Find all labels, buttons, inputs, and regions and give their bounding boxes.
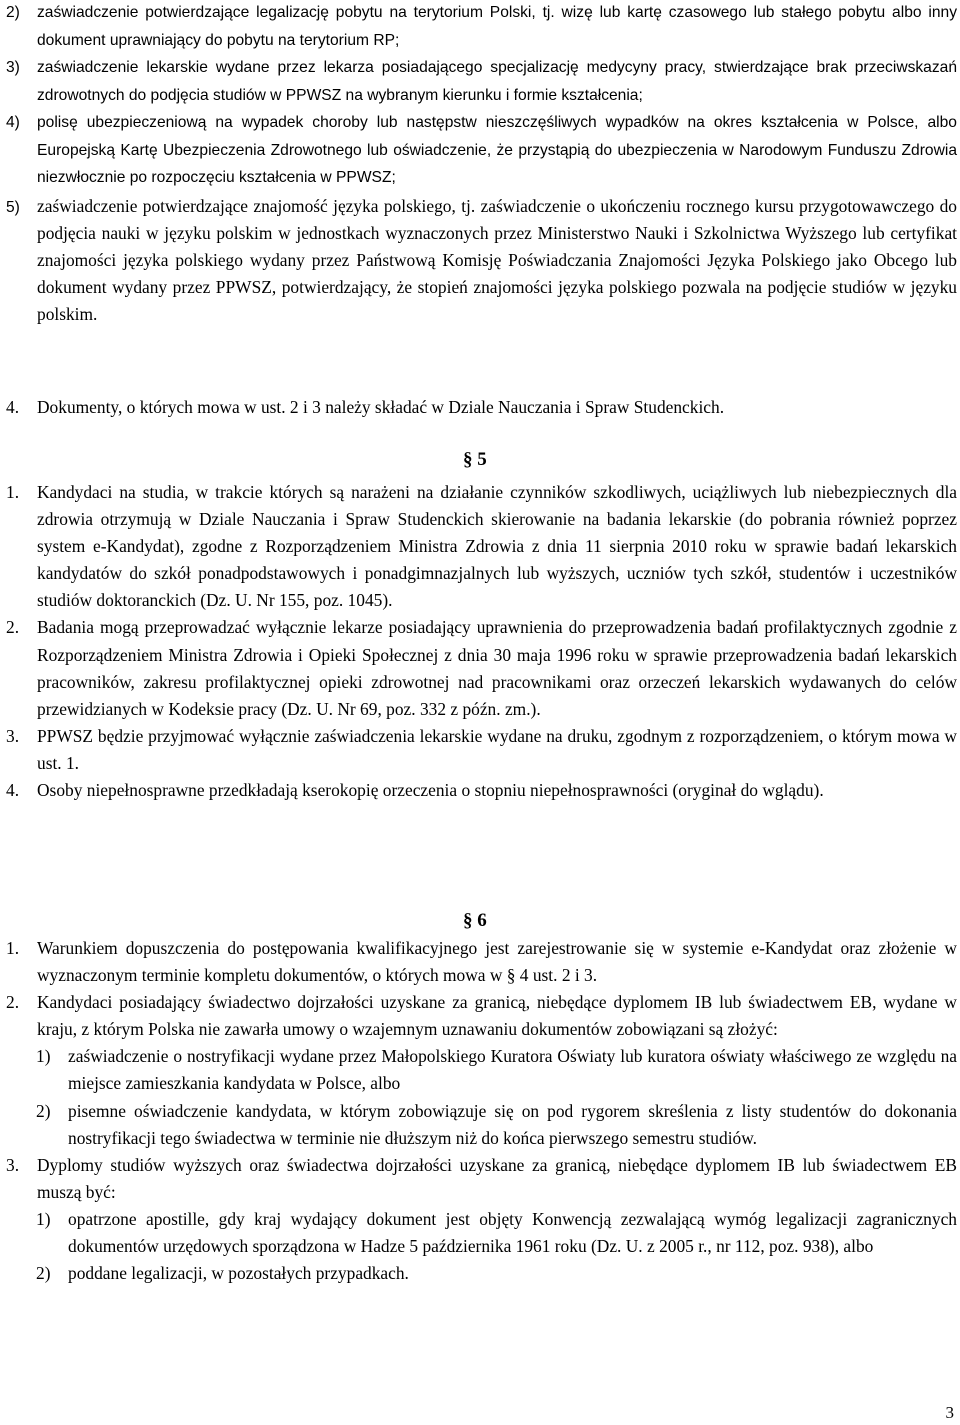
paragraph-4 [0,394,960,421]
item-number: 5) [6,198,20,216]
item-number: 2) [6,4,20,21]
list-item [0,479,960,614]
item-number: 4. [6,397,20,417]
item-text: PPWSZ będzie przyjmować wyłącznie zaświadczenia lekarskie wydane na druku, zgodnym z rozporządzeniem, o którym mowa w ust. 1. [37,725,957,773]
section-heading: § 6 [463,910,487,931]
item-text: zaświadczenie potwierdzające znajomość języka polskiego, tj. zaświadczenie o ukończeniu rocznego kursu przygotowawczego do podjęcia nauki w języku polskim w jednostkach wyznaczonych przez Ministerstwo Nauki i Szkolnictwa Wyższego lub certyfikat znajomości języka polskiego wydany przez Państwową Komisję Poświadczania Znajomości Języka Polskiego jako Obcego lub dokument wydany przez PPWSZ, potwierdzający, że stopień znajomości języka polskiego pozwala na podjęcie studiów w języku polskim. [37,195,957,324]
item-text: Osoby niepełnosprawne przedkładają kserokopię orzeczenia o stopniu niepełnosprawności (oryginał do wglądu). [37,780,824,801]
page-number: 3 [945,1403,954,1422]
item-number: 2) [36,1100,51,1121]
item-text: pisemne oświadczenie kandydata, w którym zobowiązuje się on pod rygorem skreślenia z listy studentów do dokonania nostryfikacji tego świadectwa w terminie nie dłuższym niż do końca pierwszego semestru studiów. [68,1100,957,1148]
list-item [0,777,960,804]
list-item [0,1206,960,1260]
list-item [0,935,960,989]
item-number: 3. [6,725,20,746]
list-item [0,394,960,421]
item-text: Badania mogą przeprowadzać wyłącznie lekarze posiadający uprawnienia do przeprowadzenia badań profilaktycznych zgodnie z Rozporządzeniem Ministra Zdrowia i Opieki Społecznej z dnia 30 maja 1996 roku w sprawie przeprowadzenia badań lekarskich pracowników, zakresu profilaktycznej opieki zdrowotnej nad pracownikami oraz orzeczeń lekarskich wydawanych do celów przewidzianych w Kodeksie pracy (Dz. U. Nr 69, poz. 332 z późn. zm.). [37,617,957,719]
item-text: opatrzone apostille, gdy kraj wydający dokument jest objęty Konwencją zezwalającą wymóg legalizacji zagranicznych dokumentów urzędowych sporządzona w Hadze 5 października 1961 roku (Dz. U. z 2005 r., nr 112, poz. 938), albo [68,1208,957,1257]
list-item [0,1043,960,1097]
section-6-list [0,935,960,1287]
item-text: Kandydaci na studia, w trakcie których są narażeni na działanie czynników szkodliwych, uciążliwych lub niebezpiecznych dla zdrowia otrzymują w Dziale Nauczania i Spraw Studenckich skierowanie na badania lekarskie (do pobrania również poprzez system e-Kandydat), zgodne z Rozporządzeniem Ministra Zdrowia z dnia 11 sierpnia 2010 roku w sprawie badań lekarskich kandydatów do szkół ponadpodstawowych i ponadgimnazjalnych lub wyższych, uczniów tych szkół, studentów i uczestników studiów doktoranckich (Dz. U. Nr 155, poz. 1045). [37,482,957,611]
item-number: 4. [6,780,20,801]
section-heading: § 5 [463,449,487,470]
top-list [0,0,960,328]
item-number: 2) [36,1263,51,1284]
item-text: Dokumenty, o których mowa w ust. 2 i 3 należy składać w Dziale Nauczania i Spraw Studenckich. [37,397,725,417]
list-item [0,1098,960,1152]
list-item [0,1152,960,1206]
item-text: polisę ubezpieczeniową na wypadek choroby lub następstw nieszczęśliwych wypadków na okres kształcenia w Polsce, albo Europejską Kartę Ubezpieczenia Zdrowotnego lub oświadczenie, że przystąpią do ubezpieczenia w Narodowym Funduszu Zdrowia niezwłocznie po rozpoczęciu kształcenia w PPWSZ; [37,114,957,186]
list-item [0,614,960,722]
list-item [0,1260,960,1287]
list-item [0,723,960,777]
item-text: Warunkiem dopuszczenia do postępowania kwalifikacyjnego jest zarejestrowanie się w systemie e-Kandydat oraz złożenie w wyznaczonym terminie kompletu dokumentów, o których mowa w § 4 ust. 2 i 3. [37,938,957,986]
item-text: zaświadczenie o nostryfikacji wydane przez Małopolskiego Kuratora Oświaty lub kuratora oświaty właściwego ze względu na miejsce zamieszkania kandydata w Polsce, albo [68,1046,957,1094]
list-item [0,989,960,1043]
item-number: 1. [6,938,20,958]
item-number: 1) [36,1208,51,1229]
item-text: Kandydaci posiadający świadectwo dojrzałości uzyskane za granicą, niebędące dyplomem IB lub świadectwem EB, wydane w kraju, z którym Polska nie zawarła umowy o wzajemnym uznawaniu dokumentów zobowiązani są złożyć: [37,992,957,1040]
section-5-list [0,479,960,804]
list-item [0,193,960,328]
list-item [0,109,960,192]
list-item [0,0,960,54]
item-number: 4) [6,114,20,131]
item-text: Dyplomy studiów wyższych oraz świadectwa dojrzałości uzyskane za granicą, niebędące dyplomem IB lub świadectwem EB muszą być: [37,1154,957,1202]
item-number: 1. [6,482,20,502]
list-item [0,54,960,109]
item-text: zaświadczenie potwierdzające legalizację pobytu na terytorium Polski, tj. wizę lub kartę czasowego lub stałego pobytu albo inny dokument uprawniający do pobytu na terytorium RP; [37,4,957,49]
item-number: 2. [6,992,20,1013]
item-number: 3. [6,1154,20,1175]
item-text: poddane legalizacji, w pozostałych przypadkach. [68,1263,409,1284]
item-number: 1) [36,1046,51,1067]
item-text: zaświadczenie lekarskie wydane przez lekarza posiadającego specjalizację medycyny pracy, stwierdzające brak przeciwskazań zdrowotnych do podjęcia studiów w PPWSZ na wybranym kierunku i formie kształcenia; [37,59,957,104]
item-number: 2. [6,617,20,638]
item-number: 3) [6,59,20,76]
